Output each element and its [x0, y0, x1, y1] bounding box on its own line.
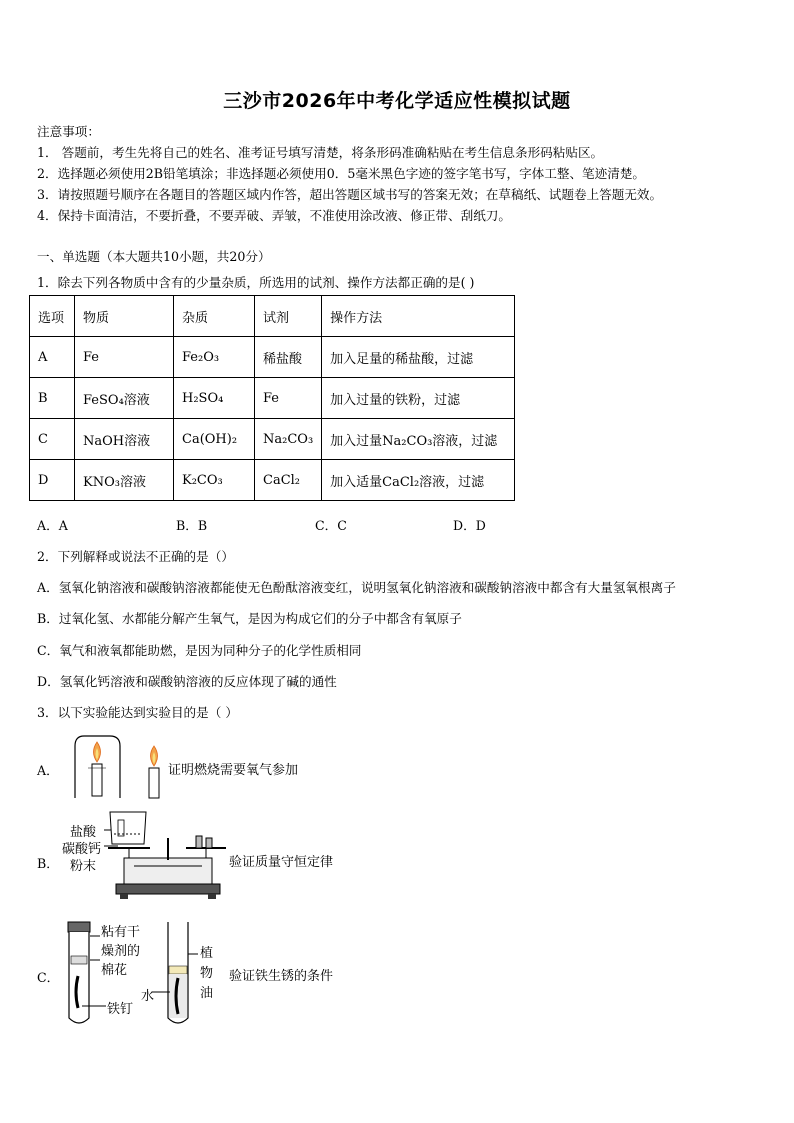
table-cell: KNO₃溶液	[75, 460, 174, 501]
answer-option-a[interactable]: A．A	[37, 518, 68, 533]
table-header: 操作方法	[322, 296, 515, 337]
table-cell: 加入过量的铁粉，过滤	[322, 378, 515, 419]
table-cell: B	[30, 378, 75, 419]
answer-option-d[interactable]: D．D	[453, 518, 486, 533]
table-cell: A	[30, 337, 75, 378]
figure-caption: 验证铁生锈的条件	[229, 969, 334, 984]
balance-figure	[104, 808, 229, 903]
table-cell: FeSO₄溶液	[75, 378, 174, 419]
answer-option-c[interactable]: C．氧气和液氧都能助燃，是因为同种分子的化学性质相同	[37, 643, 362, 658]
figure-label: 盐酸	[70, 825, 97, 840]
figure-label: 碳酸钙	[62, 842, 102, 857]
table-header: 物质	[75, 296, 174, 337]
notice-heading: 注意事项：	[37, 124, 100, 139]
figure-label: 油	[200, 986, 214, 1001]
table-cell: C	[30, 419, 75, 460]
answer-option-c[interactable]: C．	[37, 970, 60, 985]
table-cell: 加入足量的稀盐酸，过滤	[322, 337, 515, 378]
figure-label: 粘有干	[101, 925, 141, 940]
table-cell: CaCl₂	[255, 460, 322, 501]
table-row	[30, 419, 515, 460]
table-cell: 加入过量Na₂CO₃溶液，过滤	[322, 419, 515, 460]
table-header: 试剂	[255, 296, 322, 337]
notice-item: 4．保持卡面清洁，不要折叠，不要弄破、弄皱，不准使用涂改液、修正带、刮纸刀。	[37, 208, 511, 223]
candle-experiment-figure	[70, 732, 170, 800]
notice-item: 3．请按照题号顺序在各题目的答题区域内作答，超出答题区域书写的答案无效；在草稿纸、试题卷上答题无效。	[37, 187, 663, 202]
answer-option-c[interactable]: C．C	[315, 518, 347, 533]
answer-option-a[interactable]: A．	[37, 763, 59, 778]
table-cell: Fe	[75, 337, 174, 378]
test-tube-figure	[60, 920, 200, 1030]
answer-table	[29, 295, 515, 501]
table-cell: H₂SO₄	[174, 378, 255, 419]
section-heading: 一、单选题（本大题共10小题，共20分）	[37, 249, 271, 264]
figure-caption: 证明燃烧需要氧气参加	[168, 763, 299, 778]
table-row	[30, 378, 515, 419]
figure-label: 植	[200, 946, 214, 961]
notice-item: 2．选择题必须使用2B铅笔填涂；非选择题必须使用0．5毫米黑色字迹的签字笔书写，字体工整、笔迹清楚。	[37, 166, 646, 181]
answer-option-b[interactable]: B．B	[176, 518, 208, 533]
table-cell: 稀盐酸	[255, 337, 322, 378]
question-stem: 1．除去下列各物质中含有的少量杂质，所选用的试剂、操作方法都正确的是( )	[37, 275, 475, 290]
table-cell: NaOH溶液	[75, 419, 174, 460]
table-cell: 加入适量CaCl₂溶液，过滤	[322, 460, 515, 501]
figure-caption: 验证质量守恒定律	[229, 855, 334, 870]
table-header: 选项	[30, 296, 75, 337]
table-cell: Na₂CO₃	[255, 419, 322, 460]
table-header-row	[30, 296, 515, 337]
answer-option-d[interactable]: D．氢氧化钙溶液和碳酸钠溶液的反应体现了碱的通性	[37, 674, 337, 689]
table-cell: Fe	[255, 378, 322, 419]
answer-option-a[interactable]: A．氢氧化钠溶液和碳酸钠溶液都能使无色酚酞溶液变红，说明氢氧化钠溶液和碳酸钠溶液中都含有大量氢氧根离子	[37, 580, 676, 595]
notice-item: 1． 答题前，考生先将自己的姓名、准考证号填写清楚，将条形码准确粘贴在考生信息条形码粘贴区。	[37, 145, 604, 160]
figure-label: 燥剂的	[101, 944, 141, 959]
table-cell: D	[30, 460, 75, 501]
question-stem: 2．下列解释或说法不正确的是（）	[37, 549, 234, 564]
figure-label: 水	[141, 989, 155, 1004]
table-header: 杂质	[174, 296, 255, 337]
page-title: 三沙市2026年中考化学适应性模拟试题	[223, 90, 571, 112]
table-cell: Ca(OH)₂	[174, 419, 255, 460]
answer-option-b[interactable]: B．	[37, 856, 59, 871]
figure-label: 铁钉	[107, 1002, 134, 1017]
table-cell: Fe₂O₃	[174, 337, 255, 378]
table-row	[30, 337, 515, 378]
table-row	[30, 460, 515, 501]
figure-label: 物	[200, 966, 214, 981]
table-cell: K₂CO₃	[174, 460, 255, 501]
figure-label: 棉花	[101, 963, 128, 978]
answer-option-b[interactable]: B．过氧化氢、水都能分解产生氧气，是因为构成它们的分子中都含有氧原子	[37, 611, 462, 626]
figure-label: 粉末	[70, 859, 97, 874]
question-stem: 3．以下实验能达到实验目的是（ ）	[37, 705, 238, 720]
